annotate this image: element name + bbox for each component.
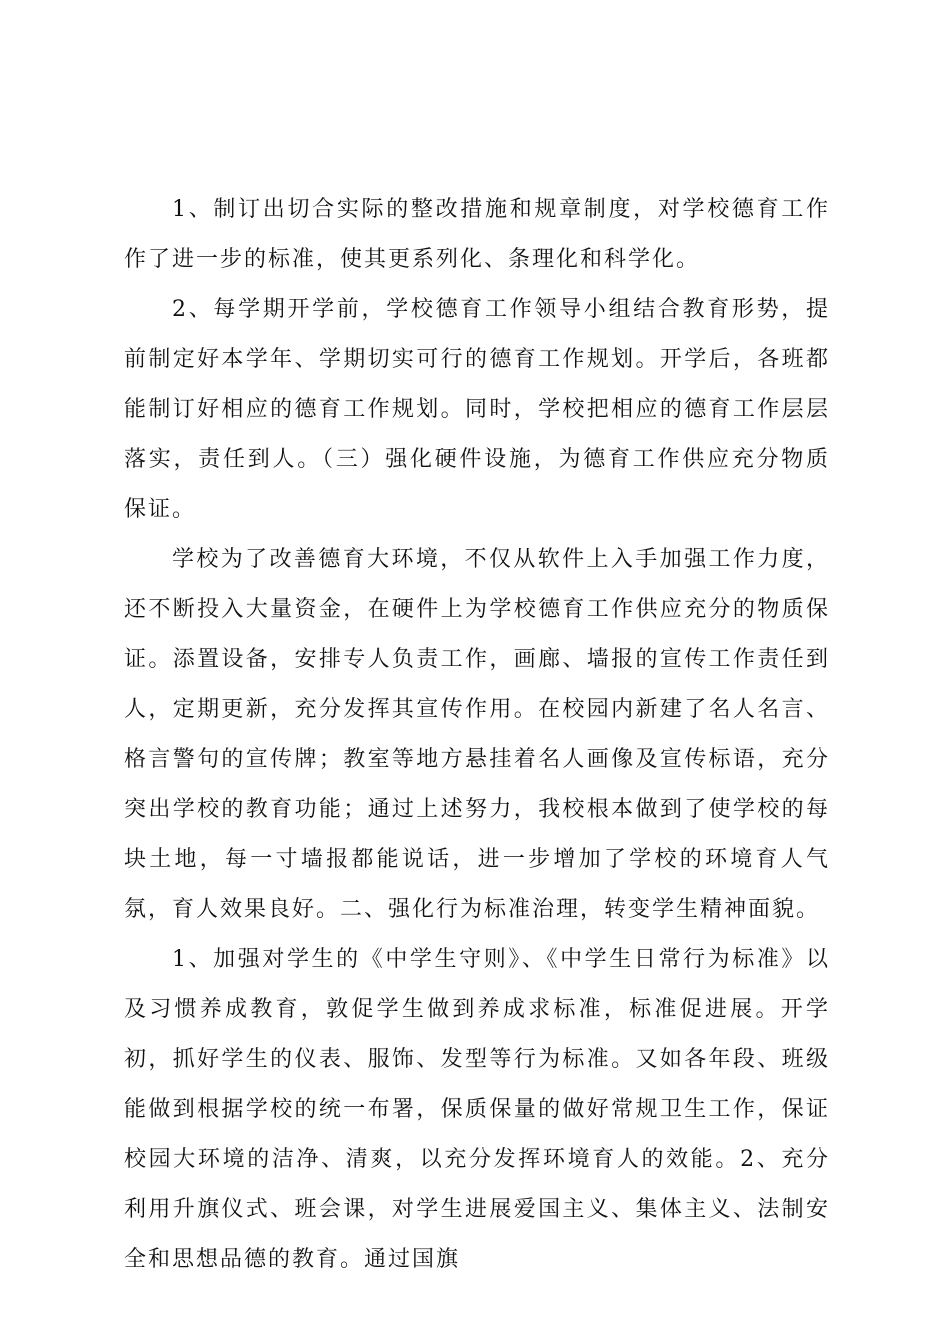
paragraph-1: 1、制订出切合实际的整改措施和规章制度，对学校德育工作作了进一步的标准，使其更系列化、条理化和科学化。 — [124, 197, 830, 272]
paragraph-3: 学校为了改善德育大环境，不仅从软件上入手加强工作力度，还不断投入大量资金，在硬件上为学校德育工作供应充分的物质保证。添置设备，安排专人负责工作，画廊、墙报的宣传工作责任到人，定期更新，充分发挥其宣传作用。在校园内新建了名人名言、格言警句的宣传牌；教室等地方悬挂着名人画像及宣传标语，充分突出学校的教育功能；通过上述努力，我校根本做到了使学校的每块土地，每一寸墙报都能说话，进一步增加了学校的环境育人气氛，育人效果良好。二、强化行为标准治理，转变学生精神面貌。 — [124, 547, 830, 922]
document-body — [124, 185, 830, 1285]
paragraph-4: 1、加强对学生的《中学生守则》、《中学生日常行为标准》以及习惯养成教育，敦促学生做到养成求标准，标准促进展。开学初，抓好学生的仪表、服饰、发型等行为标准。又如各年段、班级能做到根据学校的统一布署，保质保量的做好常规卫生工作，保证校园大环境的洁净、清爽，以充分发挥环境育人的效能。2、充分利用升旗仪式、班会课，对学生进展爱国主义、集体主义、法制安全和思想品德的教育。通过国旗 — [124, 947, 830, 1272]
paragraph-2: 2、每学期开学前，学校德育工作领导小组结合教育形势，提前制定好本学年、学期切实可行的德育工作规划。开学后，各班都能制订好相应的德育工作规划。同时，学校把相应的德育工作层层落实，责任到人。（三）强化硬件设施，为德育工作供应充分物质保证。 — [124, 297, 830, 522]
